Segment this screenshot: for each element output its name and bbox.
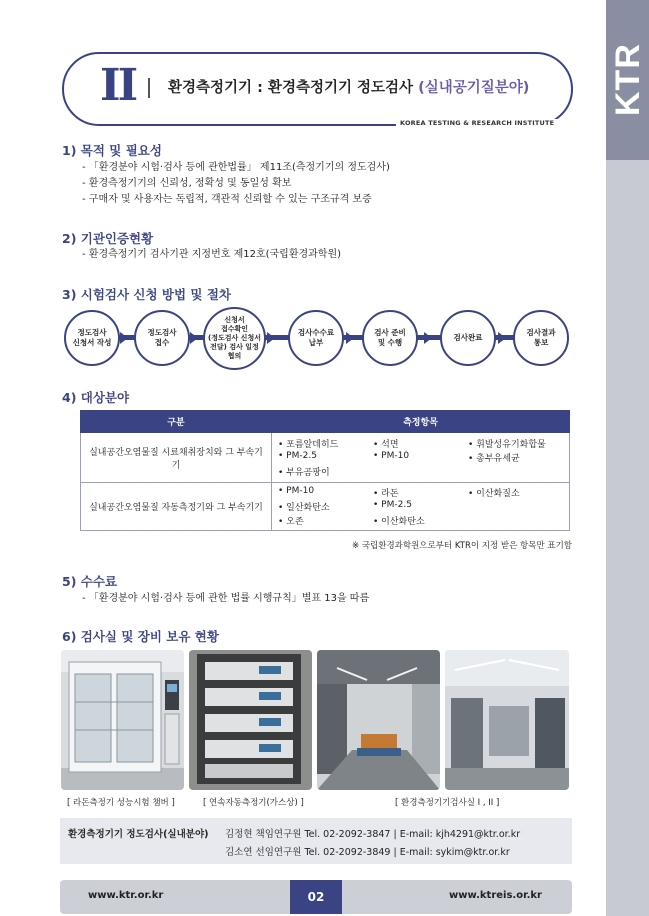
chapter-number: II <box>100 60 136 111</box>
flow-step: 검사결과 통보 <box>513 310 569 366</box>
arrow-icon <box>120 332 128 344</box>
measurement-item: • PM-2.5 <box>278 451 317 461</box>
section-1-bullet: - 구매자 및 사용자는 독립적, 객관적 신뢰할 수 있는 구조규격 보증 <box>82 194 372 205</box>
chapter-title <box>168 76 529 97</box>
photo-caption: [ 연속자동측정기(가스상) ] <box>203 798 304 808</box>
lab-room-2-photo <box>445 650 569 790</box>
measurement-item <box>373 465 468 478</box>
measurement-item: • PM-10 <box>278 486 315 496</box>
arrow-icon <box>346 332 354 344</box>
flow-step: 검사 준비 및 수행 <box>362 310 418 366</box>
gas-analyzer-rack-photo <box>189 650 312 790</box>
table-row <box>81 483 570 531</box>
contact-title: 환경측정기기 정도검사(실내분야) <box>68 829 209 840</box>
table-header: 측정항목 <box>272 411 570 433</box>
measurement-item <box>468 514 563 527</box>
contact-row: 김정현 책임연구원 Tel. 02-2092-3847 | E-mail: kjh4291@ktr.or.kr <box>225 829 521 840</box>
organization-name: KOREA TESTING & RESEARCH INSTITUTE <box>396 119 558 127</box>
measurement-item: • 이산화질소 <box>468 489 520 499</box>
table-header: 구분 <box>81 411 272 433</box>
section-2-bullet: - 환경측정기기 검사기관 지정번호 제12호(국립환경과학원) <box>82 249 342 260</box>
section-1-bullet: - 「환경분야 시험·검사 등에 관한법률」 제11조(측정기기의 정도검사) <box>82 162 390 173</box>
photo-caption: [ 환경측정기기검사실 I , II ] <box>395 798 500 808</box>
measurement-item: • PM-10 <box>373 451 410 461</box>
flow-step: 검사수수료 납부 <box>288 310 344 366</box>
table-header-row <box>81 411 570 433</box>
process-flow <box>60 307 570 367</box>
section-6-title: 6) 검사실 및 장비 보유 현황 <box>62 629 219 644</box>
arrow-icon <box>498 332 506 344</box>
contact-row: 김소연 선임연구원 Tel. 02-2092-3849 | E-mail: sykim@ktr.or.kr <box>225 847 510 858</box>
section-4-title: 4) 대상분야 <box>62 390 130 405</box>
section-2-title: 2) 기관인증현황 <box>62 231 154 246</box>
contact-box <box>60 818 572 864</box>
side-tab-block <box>606 0 649 160</box>
section-3-title: 3) 시험검사 신청 방법 및 절차 <box>62 287 231 302</box>
footer-link-ktreis[interactable]: www.ktreis.or.kr <box>449 890 542 901</box>
measurement-item: • 오존 <box>278 517 304 527</box>
footer-link-ktr[interactable]: www.ktr.or.kr <box>88 890 164 901</box>
table-cell-category: 실내공간오염물질 자동측정기와 그 부속기기 <box>81 483 272 531</box>
section-5-bullet: - 「환경분야 시험·검사 등에 관한 법률 시행규칙」별표 13을 따름 <box>82 593 370 604</box>
table-row <box>81 433 570 483</box>
chapter-header <box>62 52 573 126</box>
side-tab-text: KTR <box>609 43 647 117</box>
measurement-item: • 라돈 <box>373 489 399 499</box>
flow-step: 검사완료 <box>440 310 496 366</box>
table-note: ※ 국립환경과학원으로부터 KTR이 지정 받은 항목만 표기함 <box>352 541 572 551</box>
measurement-item: • 일산화탄소 <box>278 503 330 513</box>
target-field-table <box>80 410 570 531</box>
flow-step: 정도검사 신청서 작성 <box>64 310 120 366</box>
header-divider <box>148 78 150 98</box>
arrow-icon <box>424 332 432 344</box>
measurement-item: • 총부유세균 <box>468 454 520 464</box>
side-tab <box>606 0 649 916</box>
flow-step: 신청서 접수확인 (정도검사 신청서 전달) 검사 일정 협의 <box>203 307 266 370</box>
section-1-title: 1) 목적 및 필요성 <box>62 143 162 158</box>
measurement-item: • 석면 <box>373 440 399 450</box>
lab-room-1-photo <box>317 650 440 790</box>
table-cell-items <box>272 483 570 531</box>
page-footer <box>60 880 572 914</box>
section-1-bullet: - 환경측정기기의 신뢰성, 정확성 및 동일성 확보 <box>82 178 292 189</box>
measurement-item: • 부유곰팡이 <box>278 468 330 478</box>
section-5-title: 5) 수수료 <box>62 574 117 589</box>
radon-chamber-photo <box>61 650 184 790</box>
measurement-item: • 이산화탄소 <box>373 517 425 527</box>
arrow-icon <box>267 332 275 344</box>
measurement-item: • 휘발성유기화합물 <box>468 440 546 450</box>
measurement-item <box>468 465 563 478</box>
table-cell-category: 실내공간오염물질 시료채취장치와 그 부속기기 <box>81 433 272 483</box>
measurement-item: • PM-2.5 <box>373 500 412 510</box>
chapter-title-main: 환경측정기기 : 환경측정기기 정도검사 <box>168 80 419 96</box>
page-number: 02 <box>290 880 342 914</box>
measurement-item: • 포름알데히드 <box>278 440 339 450</box>
table-cell-items <box>272 433 570 483</box>
chapter-title-accent: (실내공기질분야) <box>418 80 530 96</box>
photo-caption: [ 라돈측정기 성능시험 챔버 ] <box>67 798 175 808</box>
measurement-item <box>468 500 563 513</box>
flow-step: 정도검사 접수 <box>134 310 190 366</box>
arrow-icon <box>190 332 198 344</box>
